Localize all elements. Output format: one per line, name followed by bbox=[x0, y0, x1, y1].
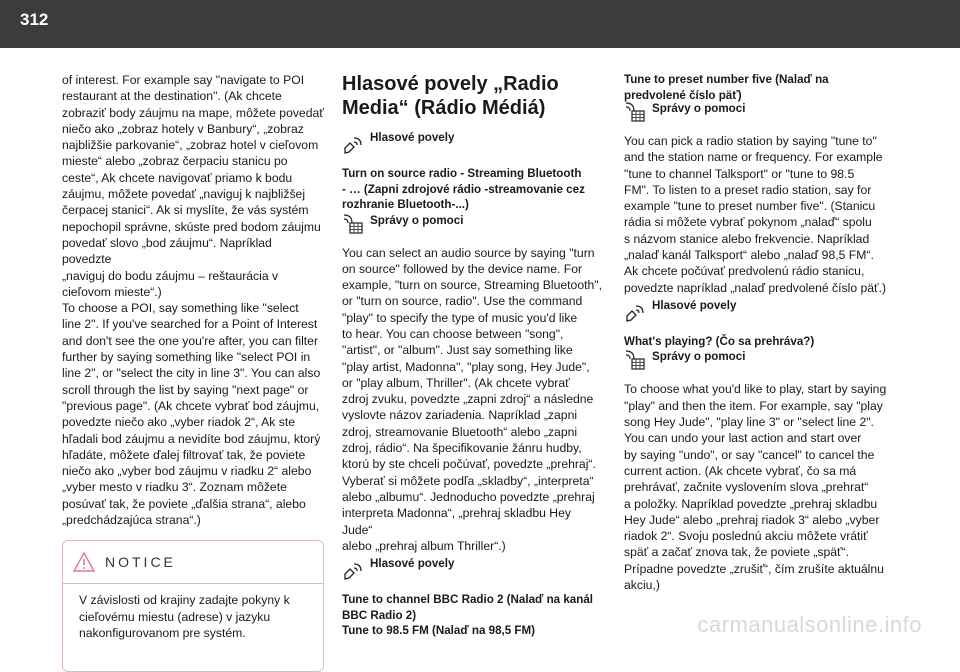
watermark-text: carmanualsonline.info bbox=[697, 612, 922, 637]
help-message-row bbox=[342, 213, 602, 235]
command-whats-playing: What's playing? (Čo sa prehráva?) bbox=[624, 334, 815, 348]
voice-command-icon bbox=[624, 302, 646, 324]
play-help-text: To choose what you'd like to play, start by saying "play" and then the item. For example, say "play song Hey Jude", "play line 3" or "select line 2". You can undo your last action and start over by saying "undo", or say "cancel" to cancel the current action. (Ak chcete vybrať, čo sa má prehrávať, začnite vyslovením slova „prehrat“ a položky. Napríklad povedzte „prehraj skladbu Hey Jude“ alebo „prehraj riadok 3“ alebo „vyber riadok 2“. Svoju poslednú akciu môžete vrátiť späť a začať znova tak, že poviete „späť“. Prípadne povedzte „zrušiť“, čím zrušíte aktuálnu akciu,) bbox=[624, 382, 887, 593]
voice-command-icon bbox=[342, 134, 364, 156]
command-source-radio: Turn on source radio - Streaming Bluetooth - … (Zapni zdrojové rádio -streamovanie cez rozhranie Bluetooth-...) bbox=[342, 167, 585, 211]
help-message-icon bbox=[624, 349, 646, 371]
notice-header bbox=[63, 541, 323, 584]
command-tune-preset: Tune to preset number five (Nalaď na predvolené číslo päť) bbox=[624, 73, 829, 102]
help-message-label: Správy o pomoci bbox=[370, 213, 464, 227]
poi-instructions-text: of interest. For example say "navigate to POI restaurant at the destination". (Ak chcete zobraziť body záujmu na mape, môžete povedať niečo ako „zobraz hotely v Banbury“, „zobraz najbližšie parkovanie“, „zobraz hotel v cieľovom mieste“ alebo „zobraz čerpaciu stanicu po ceste“, Ak chcete navigovať priamo k bodu záujmu, môžete povedať „naviguj k najbližšej čerpacej stanici“. Ak si myslíte, že vás systém nepochopil správne, skúste pred bodom záujmu povedať slovo „bod záujmu“. Napríklad povedzte „naviguj do bodu záujmu – reštaurácia v cieľovom mieste“.) To choose a POI, say something like "select line 2". If you've searched for a Point of Interest and don't see the one you're after, you can filter further by saying something like "select POI in line 2", or "select the city in line 3". You can also scroll through the list by saying "next page" or "previous page". (Ak chcete vybrať bod záujmu, povedzte niečo ako „vyber riadok 2“, Ak ste hľadali bod záujmu a nevidíte bod záujmu, ktorý hľadáte, môžete ďalej filtrovať tak, že poviete niečo ako „vyber bod záujmu v riadku 2“ alebo „vyber mesto v riadku 3“. Zoznam môžete posúvať tak, že poviete „ďalšia strana“, alebo „predchádzajúca strana“.) bbox=[62, 73, 324, 528]
help-message-row bbox=[624, 101, 906, 123]
voice-command-label: Hlasové povely bbox=[370, 131, 455, 144]
tune-help-text: You can pick a radio station by saying "tune to" and the station name or frequency. For example "tune to channel Talksport" or "tune to 98.5 FM". To listen to a preset radio station, say for example "tune to preset number five". (Stanicu rádia si môžete vybrať pokynom „nalaď“ spolu s názvom stanice alebo frekvencie. Napríklad „nalaď kanál Talksport“ alebo „nalaď 98,5 FM“. Ak chcete počúvať predvolenú rádio stanicu, povedzte napríklad „nalaď predvolené číslo päť.) bbox=[624, 134, 887, 295]
column-middle bbox=[342, 72, 602, 639]
notice-title: NOTICE bbox=[105, 554, 176, 571]
help-message-icon bbox=[624, 101, 646, 123]
voice-command-label-2: Hlasové povely bbox=[370, 557, 455, 571]
voice-command-icon bbox=[342, 560, 364, 582]
help-message-icon bbox=[342, 213, 364, 235]
command-tune-channel: Tune to channel BBC Radio 2 (Nalaď na kanál BBC Radio 2) Tune to 98.5 FM (Nalaď na 98,5 FM) bbox=[342, 593, 593, 638]
voice-command-label: Hlasové povely bbox=[652, 298, 737, 312]
column-right bbox=[624, 72, 906, 593]
notice-box bbox=[62, 540, 324, 672]
help-message-label-2: Správy o pomoci bbox=[652, 350, 746, 364]
section-title: Hlasové povely „Radio Media“ (Rádio Médiá) bbox=[342, 73, 559, 119]
source-help-text: You can select an audio source by saying "turn on source" followed by the device name. For example, "turn on source, Streaming Bluetooth", or "turn on source, radio". Use the command "play" to specify the type of music you'd like to hear. You can choose between "song", "artist", or "album". Just say something like "play artist, Madonna", "play song, Hey Jude", or "play album, Thriller". (Ak chcete vybrať zdroj zvuku, povedzte „zapni zdroj“ a následne vyslovte názov zariadenia. Napríklad „zapni zdroj, streamovanie Bluetooth“ alebo „zapni zdroj, rádio“. Na špecifikovanie žánru hudby, ktorú by ste chceli počúvať, povedzte „prehraj“. Vyberať si môžete podľa „skladby“, „interpreta“ alebo „albumu“. Jednoducho povedzte „prehraj interpreta Madonna“, „prehraj skladbu Hey Jude“ alebo „prehraj album Thriller“.) bbox=[342, 245, 602, 553]
page-header-bar bbox=[0, 0, 960, 48]
notice-body: V závislosti od krajiny zadajte pokyny k cieľovému miestu (adrese) v jazyku nakonfigurovanom pre systém. bbox=[79, 593, 290, 640]
help-message-row-2 bbox=[624, 349, 906, 371]
voice-command-row bbox=[342, 130, 602, 156]
voice-command-row-2 bbox=[342, 556, 602, 582]
column-left bbox=[62, 72, 324, 672]
voice-command-row bbox=[624, 298, 906, 324]
warning-triangle-icon bbox=[73, 552, 95, 572]
help-message-label: Správy o pomoci bbox=[652, 102, 746, 115]
page-number: 312 bbox=[20, 10, 49, 29]
